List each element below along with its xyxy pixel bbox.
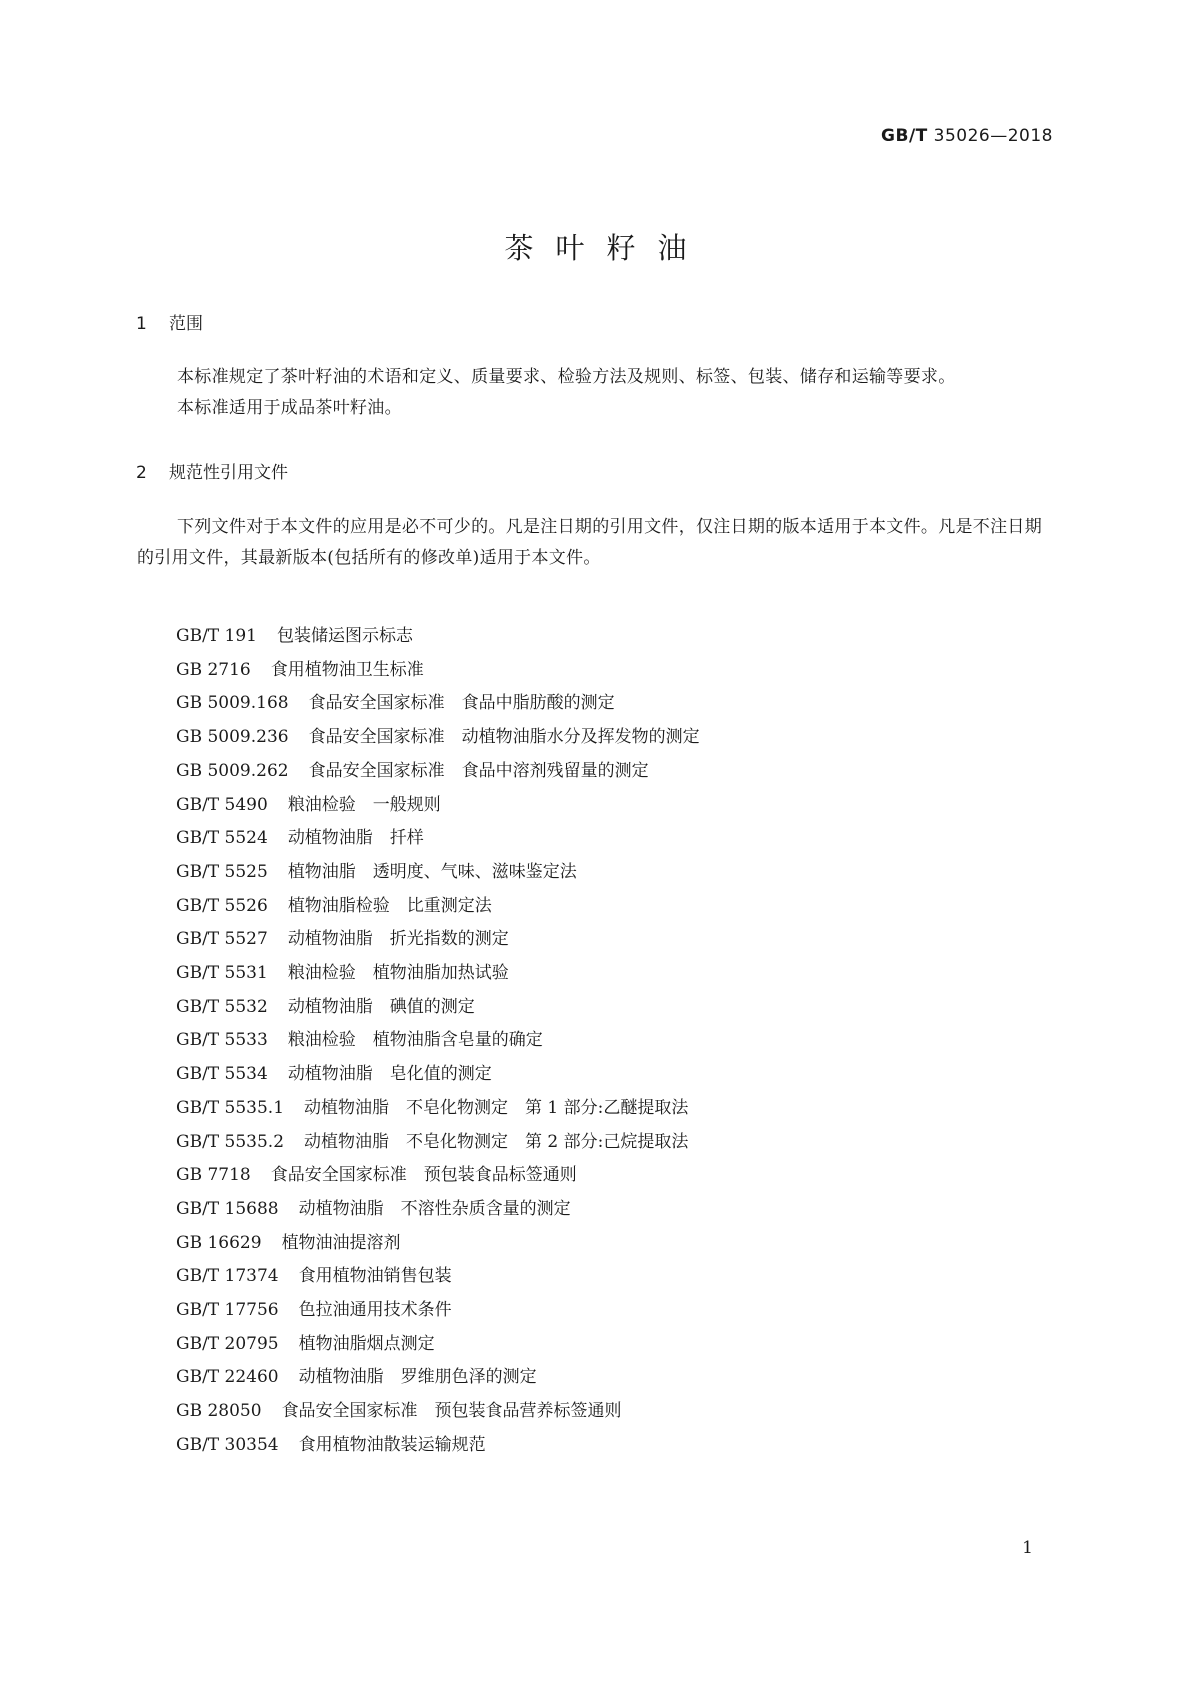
reference-item: [176, 789, 700, 823]
reference-title: 食用植物油卫生标准: [270, 659, 424, 680]
reference-title: 植物油脂烟点测定: [298, 1333, 435, 1354]
reference-item: [176, 1260, 700, 1294]
reference-item: [176, 1294, 700, 1328]
reference-code: GB/T 17756: [176, 1300, 279, 1321]
reference-item: [176, 1126, 700, 1160]
reference-code: GB/T 5525: [176, 861, 268, 882]
reference-item: [176, 1193, 700, 1227]
section-number: 2: [136, 463, 147, 483]
reference-item: [176, 654, 700, 688]
reference-code: GB/T 5524: [176, 828, 268, 849]
reference-item: [176, 620, 700, 654]
references-intro: [137, 512, 1059, 574]
reference-item: [176, 1227, 700, 1261]
reference-title: 动植物油脂 不溶性杂质含量的测定: [298, 1198, 571, 1219]
reference-item: [176, 721, 700, 755]
reference-item: [176, 1024, 700, 1058]
reference-code: GB/T 22460: [176, 1367, 279, 1388]
reference-code: GB/T 17374: [176, 1266, 279, 1287]
reference-title: 动植物油脂 扦样: [287, 828, 424, 849]
reference-code: GB 2716: [176, 659, 251, 680]
reference-title: 食用植物油散装运输规范: [298, 1434, 486, 1455]
reference-code: GB/T 5535.2: [176, 1131, 285, 1152]
reference-code: GB/T 5532: [176, 996, 268, 1017]
reference-title: 动植物油脂 皂化值的测定: [287, 1064, 492, 1085]
paragraph: 下列文件对于本文件的应用是必不可少的。凡是注日期的引用文件，仅注日期的版本适用于本文件。凡是不注日期的引用文件，其最新版本(包括所有的修改单)适用于本文件。: [137, 517, 1042, 568]
reference-title: 动植物油脂 折光指数的测定: [287, 929, 509, 950]
reference-code: GB/T 5490: [176, 794, 268, 815]
reference-code: GB/T 5526: [176, 895, 268, 916]
reference-title: 动植物油脂 不皂化物测定 第 1 部分:乙醚提取法: [304, 1097, 689, 1118]
reference-title: 食用植物油销售包装: [298, 1266, 452, 1287]
reference-item: [176, 687, 700, 721]
reference-item: [176, 1429, 700, 1463]
reference-code: GB/T 15688: [176, 1198, 279, 1219]
reference-item: [176, 822, 700, 856]
reference-item: [176, 1361, 700, 1395]
reference-title: 包装储运图示标志: [277, 626, 413, 646]
reference-item: [176, 890, 700, 924]
reference-item: [176, 991, 700, 1025]
reference-title: 粮油检验 一般规则: [287, 794, 441, 815]
reference-code: GB/T 5534: [176, 1064, 268, 1085]
reference-title: 粮油检验 植物油脂加热试验: [287, 963, 509, 984]
reference-title: 动植物油脂 碘值的测定: [287, 996, 475, 1017]
scope-paragraphs: [137, 362, 1059, 424]
standard-prefix: GB/T: [881, 126, 928, 146]
reference-title: 色拉油通用技术条件: [298, 1300, 452, 1321]
reference-code: GB/T 5533: [176, 1030, 268, 1051]
reference-code: GB 5009.168: [176, 693, 289, 714]
reference-code: GB/T 5535.1: [176, 1097, 285, 1118]
reference-list: [176, 620, 700, 1463]
paragraph: 本标准适用于成品茶叶籽油。: [177, 398, 402, 418]
standard-number: 35026—2018: [933, 126, 1053, 146]
section-heading-scope: [136, 309, 203, 334]
reference-item: [176, 957, 700, 991]
section-number: 1: [136, 314, 147, 334]
section-title: 规范性引用文件: [169, 463, 288, 483]
standard-code: [881, 126, 1053, 146]
reference-title: 植物油油提溶剂: [281, 1232, 401, 1253]
reference-code: GB 5009.236: [176, 727, 289, 748]
reference-item: [176, 923, 700, 957]
reference-title: 食品安全国家标准 动植物油脂水分及挥发物的测定: [308, 727, 700, 748]
reference-code: GB 28050: [176, 1401, 262, 1422]
reference-code: GB/T 5527: [176, 929, 268, 950]
reference-title: 食品安全国家标准 预包装食品营养标签通则: [281, 1401, 622, 1422]
reference-title: 动植物油脂 罗维朋色泽的测定: [298, 1367, 537, 1388]
reference-title: 食品安全国家标准 食品中脂肪酸的测定: [308, 693, 615, 714]
reference-title: 粮油检验 植物油脂含皂量的确定: [287, 1030, 543, 1051]
reference-item: [176, 1328, 700, 1362]
document-title: 茶叶籽油: [504, 231, 709, 265]
reference-code: GB/T 30354: [176, 1434, 279, 1455]
section-heading-normative-references: [136, 458, 288, 483]
section-title: 范围: [169, 314, 203, 334]
reference-code: GB/T 20795: [176, 1333, 279, 1354]
reference-code: GB 5009.262: [176, 760, 289, 781]
reference-item: [176, 856, 700, 890]
reference-item: [176, 1092, 700, 1126]
reference-title: 食品安全国家标准 预包装食品标签通则: [270, 1165, 577, 1186]
reference-code: GB/T 5531: [176, 963, 268, 984]
page-number: 1: [1022, 1538, 1033, 1558]
paragraph: 本标准规定了茶叶籽油的术语和定义、质量要求、检验方法及规则、标签、包装、储存和运输等要求。: [177, 367, 956, 387]
reference-code: GB/T 191: [176, 626, 257, 646]
reference-item: [176, 1058, 700, 1092]
reference-item: [176, 755, 700, 789]
reference-code: GB 7718: [176, 1165, 251, 1186]
reference-title: 植物油脂 透明度、气味、滋味鉴定法: [287, 861, 577, 882]
reference-title: 食品安全国家标准 食品中溶剂残留量的测定: [308, 760, 649, 781]
reference-item: [176, 1159, 700, 1193]
reference-title: 植物油脂检验 比重测定法: [287, 895, 492, 916]
reference-code: GB 16629: [176, 1232, 262, 1253]
reference-item: [176, 1395, 700, 1429]
reference-title: 动植物油脂 不皂化物测定 第 2 部分:己烷提取法: [304, 1131, 689, 1152]
